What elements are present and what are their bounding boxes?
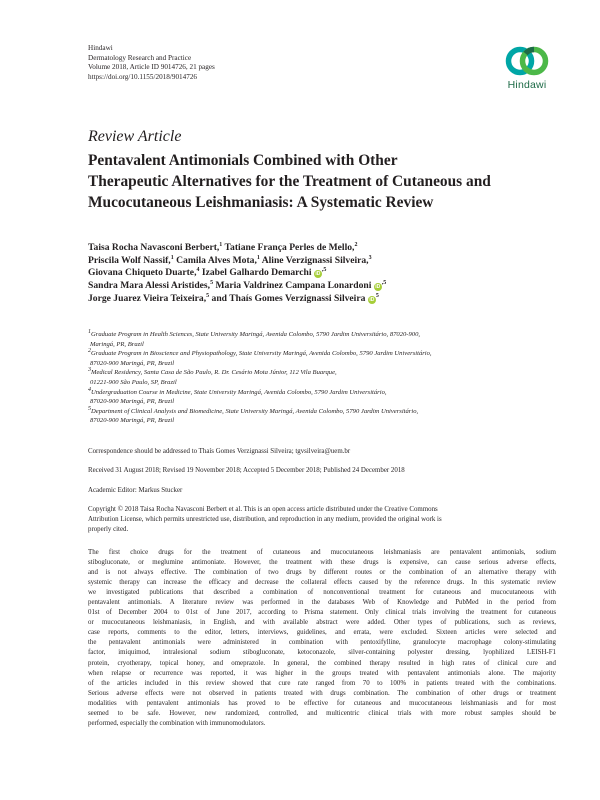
abstract-line: seemed to be safe. However, new randomized, controlled, and multicentric clinical trials with more robust samples should be (88, 709, 556, 717)
author-affil-ref: 1 (170, 254, 174, 261)
abstract-line: systemic therapy can increase the efficacy and decrease the collateral effects caused by the reference drugs. In this systematic review (88, 579, 556, 587)
title-line: Mucocutaneous Leishmaniasis: A Systematic Review (88, 194, 434, 211)
author-affil-ref: 3 (368, 254, 372, 261)
author-affil-ref: 2 (354, 241, 358, 248)
orcid-icon[interactable]: iD (369, 296, 375, 303)
copyright-line: Attribution License, which permits unrestricted use, distribution, and reproduction in any medium, provided the original work is (88, 516, 442, 523)
author-name[interactable]: Camila Alves Mota, (173, 254, 257, 266)
affiliation-number: 2 (88, 348, 91, 354)
author-line (88, 293, 558, 306)
affiliation-number: 1 (88, 328, 91, 335)
abstract-line: the pentavalent antimonials were administered in combination with pentoxifylline, granulocyte macrophage colony-stimulating (88, 639, 556, 647)
author-affil-ref: 5 (375, 292, 379, 299)
article-title (88, 150, 568, 213)
abstract-line: we investigated publications that described a combination of nonconventional treatment for cutaneous and mucocutaneous with (88, 589, 556, 597)
doi-link[interactable]: https://doi.org/10.1155/2018/9014726 (88, 72, 198, 81)
abstract-line: The first choice drugs for the treatment of cutaneous and mucocutaneous leishmaniasis are pentavalent antimonials, sodium (88, 549, 556, 556)
affiliation-line: 87020-900 Maringá, PR, Brazil (90, 398, 175, 406)
affiliation-line: 87020-900 Maringá, PR, Brazil (90, 417, 175, 425)
abstract-line: and is not always effective. The combination of two drugs by different routes or the combination of an alternative therapy with (88, 569, 556, 577)
author-name[interactable]: Izabel Galhardo Demarchi (199, 267, 312, 279)
copyright-notice (88, 505, 556, 535)
orcid-icon[interactable]: iD (375, 284, 381, 291)
author-affil-ref: 1 (256, 254, 260, 261)
abstract-line: 01st of December 2004 to 01st of June 2017, according to Prisma statement. Only clinical trials involving the treatment for cutaneous (88, 609, 556, 617)
author-line (88, 280, 558, 293)
abstract-line: modalities with pentavalent antimonials has proved to be effective for cutaneous and mucocutaneous leishmaniasis and for most (88, 699, 556, 707)
author-name[interactable]: Jorge Juarez Vieira Teixeira, (88, 292, 207, 304)
affiliation-text: Department of Clinical Analysis and Biomedicine, State University Maringá, Avenida Colombo, 5790 Jardim Universitário, (91, 407, 419, 415)
affiliation-text: Graduate Program in Health Sciences, State University Maringá, Avenida Colombo, 5790 Jardim Universitário, 87020-900, (91, 331, 421, 338)
copyright-line: properly cited. (88, 526, 129, 533)
article-type: Review Article (88, 128, 182, 145)
hindawi-logo (494, 44, 560, 106)
affiliation-text: Medical Residency, Santa Casa de São Paulo, R. Dr. Cesário Mota Júnior, 112 Vila Buarque, (91, 369, 337, 377)
author-name[interactable]: Giovana Chiqueto Duarte, (88, 267, 197, 279)
correspondence: Correspondence should be addressed to Thaís Gomes Verzignassi Silveira; tgvsilveira@uem.br (88, 448, 351, 455)
volume-line: Volume 2018, Article ID 9014726, 21 pages (88, 63, 215, 71)
abstract-line: of the articles included in this review showed that cure rate ranged from 70 to 100% in patients treated with the combinations. (88, 679, 556, 687)
author-name[interactable]: Priscila Wolf Nassif, (88, 254, 171, 266)
abstract-line: protein, cryotherapy, topical honey, and omeprazole. In general, the combined therapy resulted in high rates of clinical cure and (88, 659, 556, 667)
author-name[interactable]: Sandra Mara Alessi Aristides, (88, 280, 211, 292)
affiliation-line: Maringá, PR, Brazil (90, 340, 144, 348)
abstract-line: factor, imiquimod, intralesional sodium stibogluconate, ketoconazole, silver-containing polyester dressing, lyophilized LEISH-F1 (88, 649, 556, 657)
journal-header (88, 44, 215, 82)
affiliation-line: 87020-900 Maringá, PR, Brazil (90, 359, 175, 367)
author-affil-ref: ,5 (321, 267, 327, 274)
author-line (88, 255, 558, 268)
author-name[interactable]: Maria Valdrinez Campana Lonardoni (213, 280, 372, 292)
affiliation-text: Undergraduation Course in Medicine, State University Maringá, Avenida Colombo, 5790 Jardim Universitário, (91, 388, 387, 396)
affiliation-number: 3 (88, 367, 91, 374)
author-name[interactable]: Tatiane França Perles de Mello, (222, 242, 355, 253)
abstract (88, 548, 556, 729)
logo-text: Hindawi (507, 79, 547, 91)
author-affil-ref: 4 (196, 267, 200, 274)
author-affil-ref: ,5 (381, 279, 387, 286)
abstract-line: stibogluconate, or meglumine antimoniate. However, the treatment with these drugs is expensive, can cause serious adverse effects, (88, 559, 556, 567)
author-affil-ref: 5 (210, 279, 214, 286)
author-line (88, 267, 558, 280)
hindawi-logo-icon (504, 44, 550, 78)
author-affil-ref: 5 (206, 292, 210, 299)
affiliation-item (88, 330, 558, 340)
abstract-line: when relapse or recurrence was reported, it was higher in the groups treated with pentavalent antimonials alone. The majority (88, 669, 556, 677)
author-list (88, 242, 558, 306)
title-line: Therapeutic Alternatives for the Treatment of Cutaneous and (88, 173, 491, 190)
affiliations (88, 330, 558, 426)
affiliation-item (88, 349, 558, 359)
abstract-line: performed, especially the combination with immunomodulators. (88, 719, 266, 727)
academic-editor: Academic Editor: Markus Stucker (88, 487, 183, 494)
author-name[interactable]: and Thaís Gomes Verzignassi Silveira (209, 292, 366, 304)
affiliation-item (88, 388, 558, 398)
abstract-line: case reports, comments to the editor, letters, interviews, guidelines, and errata, were excluded. Sixteen articles were selected and (88, 629, 556, 637)
affiliation-number: 4 (88, 386, 91, 393)
affiliation-item (88, 368, 558, 378)
affiliation-line: 01221-900 São Paulo, SP, Brazil (90, 378, 177, 386)
abstract-line: pentavalent antimonials. A literature review was performed in the databases Web of Knowledge and PubMed in the period from (88, 599, 556, 607)
journal-name: Dermatology Research and Practice (88, 53, 192, 62)
publisher-name: Hindawi (88, 44, 113, 52)
title-line: Pentavalent Antimonials Combined with Other (88, 152, 398, 169)
publication-dates: Received 31 August 2018; Revised 19 November 2018; Accepted 5 December 2018; Published 24 December 2018 (88, 467, 405, 474)
author-affil-ref: 1 (219, 241, 223, 248)
author-line (88, 242, 558, 255)
abstract-line: Serious adverse effects were not observed in patients treated with drugs combination. The combination of other drugs or treatment (88, 689, 556, 697)
affiliation-item (88, 407, 558, 417)
affiliation-text: Graduate Program in Bioscience and Physiopathology, State University Maringá, Avenida Colombo, 5790 Jardim Universitário, (91, 350, 432, 358)
author-name[interactable]: Aline Verzignassi Silveira, (259, 254, 369, 266)
orcid-icon[interactable]: iD (315, 271, 321, 278)
abstract-line: or mucocutaneous leishmaniasis, in English, and with available abstract were added. Other types of publications, such as reviews, (88, 619, 556, 627)
author-name[interactable]: Taisa Rocha Navasconi Berbert, (88, 242, 220, 253)
copyright-line: Copyright © 2018 Taisa Rocha Navasconi Berbert et al. This is an open access article distributed under the Creative Commons (88, 506, 438, 513)
affiliation-number: 5 (88, 405, 91, 412)
